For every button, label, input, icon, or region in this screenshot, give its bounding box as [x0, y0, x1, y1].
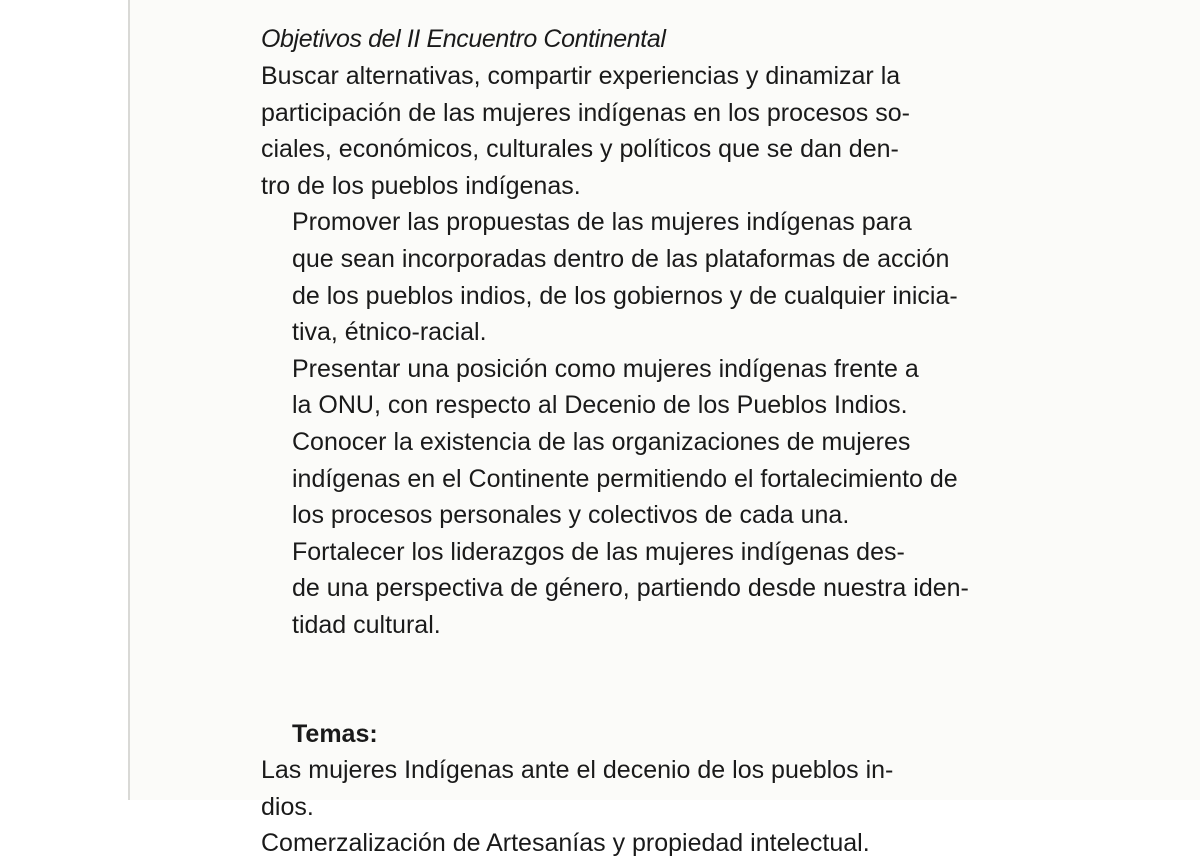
text-line: Fortalecer los liderazgos de las mujeres indígenas des- [292, 537, 905, 566]
text-line: que sean incorporadas dentro de las plataformas de acción [292, 244, 950, 273]
text-line: la ONU, con respecto al Decenio de los Pueblos Indios. [292, 391, 908, 420]
text-line: Presentar una posición como mujeres indígenas frente a [292, 354, 919, 383]
text-line: los procesos personales y colectivos de cada una. [292, 501, 850, 530]
text-line: Conocer la existencia de las organizaciones de mujeres [292, 427, 911, 456]
objective-paragraph [261, 204, 1001, 350]
text-line: Las mujeres Indígenas ante el decenio de los pueblos in- [261, 756, 894, 785]
objective-paragraph [261, 424, 1001, 534]
page-content [261, 20, 1001, 862]
text-line: Buscar alternativas, compartir experiencias y dinamizar la [261, 62, 901, 90]
topic-item [261, 752, 1001, 825]
text-line: dios. [261, 792, 314, 821]
text-line: tro de los pueblos indígenas. [261, 171, 581, 200]
text-line: de una perspectiva de género, partiendo desde nuestra iden- [292, 574, 969, 603]
text-line: tiva, étnico-racial. [292, 318, 487, 347]
section-heading: Objetivos del II Encuentro Continental [261, 25, 666, 53]
text-line: de los pueblos indios, de los gobiernos y de cualquier inicia- [292, 281, 958, 310]
objective-paragraph [261, 58, 1001, 204]
page-left-margin [0, 0, 130, 800]
text-line: tidad cultural. [292, 610, 441, 639]
topics-title: Temas: [292, 719, 378, 748]
objective-paragraph [261, 534, 1001, 644]
text-line: Promover las propuestas de las mujeres indígenas para [292, 208, 912, 237]
text-line: Comerzalización de Artesanías y propiedad intelectual. [261, 829, 870, 858]
objective-paragraph [261, 351, 1001, 424]
text-line: participación de las mujeres indígenas en los procesos so- [261, 98, 910, 127]
text-line: indígenas en el Continente permitiendo el fortalecimiento de [292, 464, 958, 493]
text-line: ciales, económicos, culturales y políticos que se dan den- [261, 135, 899, 164]
topic-item [261, 825, 1001, 862]
